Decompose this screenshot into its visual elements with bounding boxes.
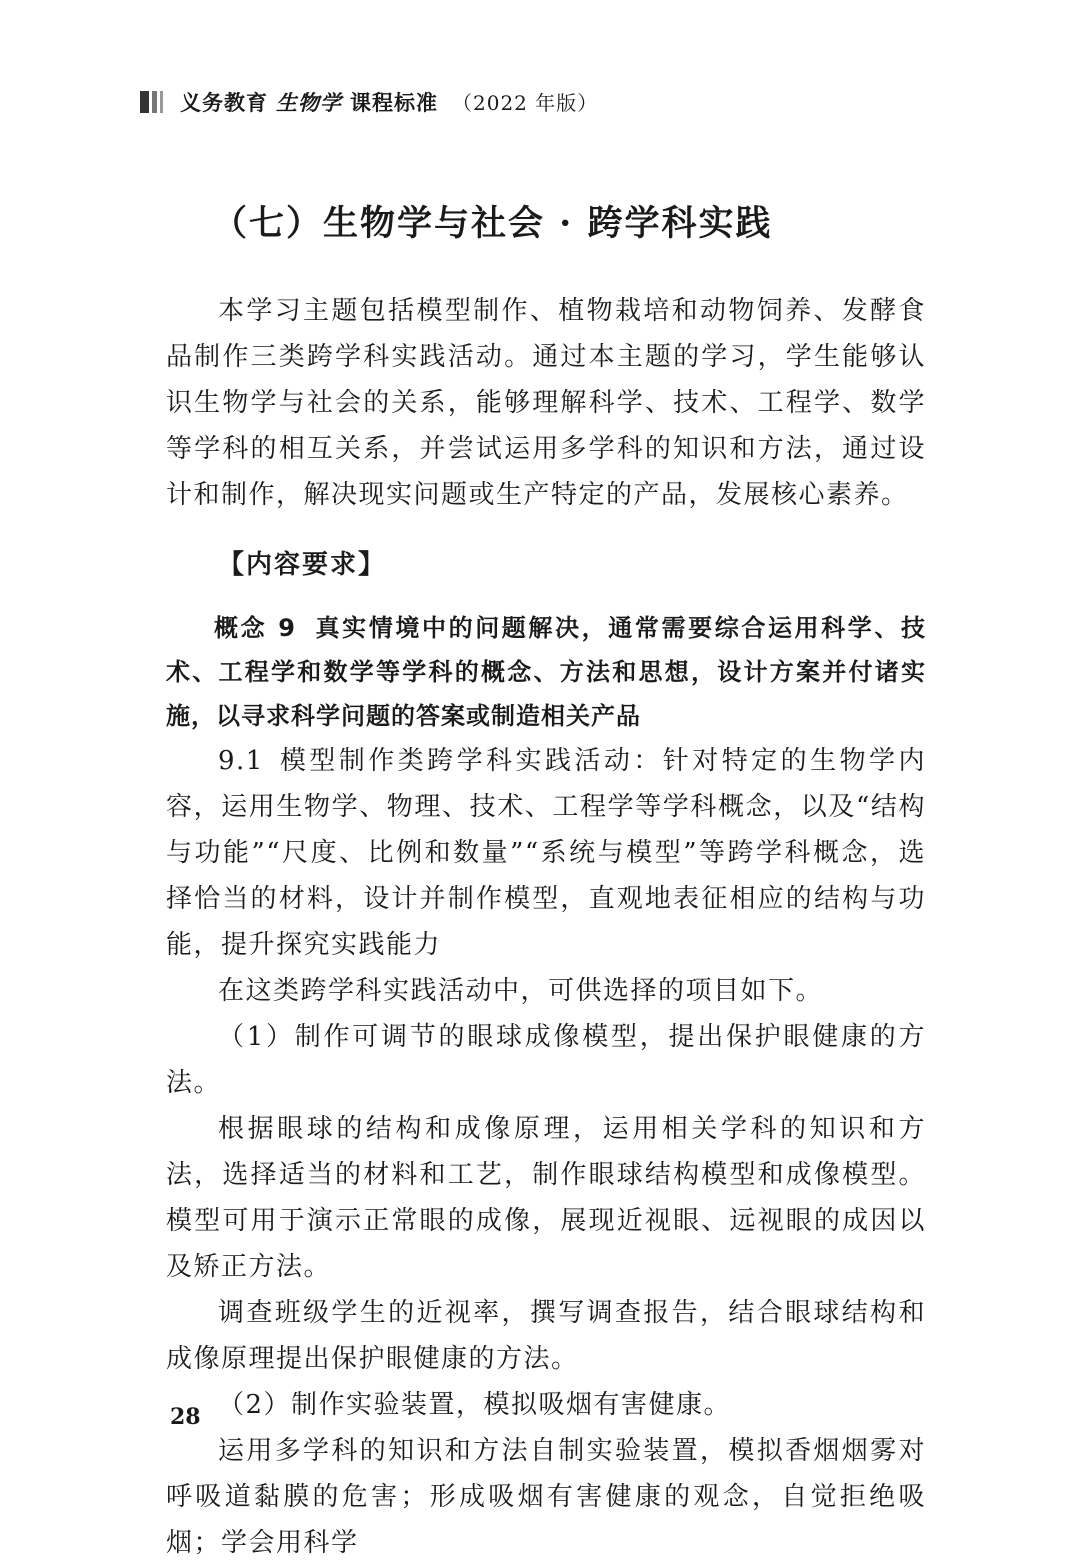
running-header bbox=[140, 86, 598, 118]
paragraph: 根据眼球的结构和成像原理，运用相关学科的知识和方法，选择适当的材料和工艺，制作眼球结构模型和成像模型。模型可用于演示正常眼的成像，展现近视眼、远视眼的成因以及矫正方法。 bbox=[166, 1114, 926, 1282]
header-suffix: 课程标准 bbox=[350, 90, 438, 115]
item-9-1-number: 9.1 bbox=[218, 746, 264, 776]
concept-statement bbox=[166, 606, 926, 738]
concept-text: 真实情境中的问题解决，通常需要综合运用科学、技术、工程学和数学等学科的概念、方法和思想，设计方案并付诸实施，以寻求科学问题的答案或制造相关产品 bbox=[166, 614, 927, 730]
paragraph: （2）制作实验装置，模拟吸烟有害健康。 bbox=[218, 1390, 732, 1420]
header-bars-icon bbox=[140, 91, 166, 113]
main-text bbox=[166, 288, 926, 1566]
intro-paragraph: 本学习主题包括模型制作、植物栽培和动物饲养、发酵食品制作三类跨学科实践活动。通过本主题的学习，学生能够认识生物学与社会的关系，能够理解科学、技术、工程学、数学等学科的相互关系，并尝试运用多学科的知识和方法，通过设计和制作，解决现实问题或生产特定的产品，发展核心素养。 bbox=[166, 296, 926, 510]
paragraph: 在这类跨学科实践活动中，可供选择的项目如下。 bbox=[218, 976, 824, 1006]
header-title bbox=[180, 87, 598, 117]
content-heading: 【内容要求】 bbox=[218, 550, 387, 580]
paragraph: 运用多学科的知识和方法自制实验装置，模拟香烟烟雾对呼吸道黏膜的危害；形成吸烟有害健康的观念，自觉拒绝吸烟；学会用科学 bbox=[166, 1436, 926, 1558]
header-prefix: 义务教育 bbox=[180, 90, 268, 115]
page-number: 28 bbox=[170, 1404, 201, 1430]
section-title: （七）生物学与社会 · 跨学科实践 bbox=[212, 203, 773, 244]
concept-label: 概念 9 bbox=[214, 614, 296, 642]
paragraph: 调查班级学生的近视率，撰写调查报告，结合眼球结构和成像原理提出保护眼健康的方法。 bbox=[166, 1298, 926, 1374]
header-subject: 生物学 bbox=[276, 90, 342, 115]
item-9-1-text: 模型制作类跨学科实践活动：针对特定的生物学内容，运用生物学、物理、技术、工程学等学科概念，以及“结构与功能”“尺度、比例和数量”“系统与模型”等跨学科概念，选择恰当的材料，设计并制作模型，直观地表征相应的结构与功能，提升探究实践能力 bbox=[166, 746, 926, 960]
item-9-1 bbox=[166, 738, 926, 968]
header-edition: （2022 年版） bbox=[452, 91, 599, 115]
paragraph: （1）制作可调节的眼球成像模型，提出保护眼健康的方法。 bbox=[166, 1022, 926, 1098]
